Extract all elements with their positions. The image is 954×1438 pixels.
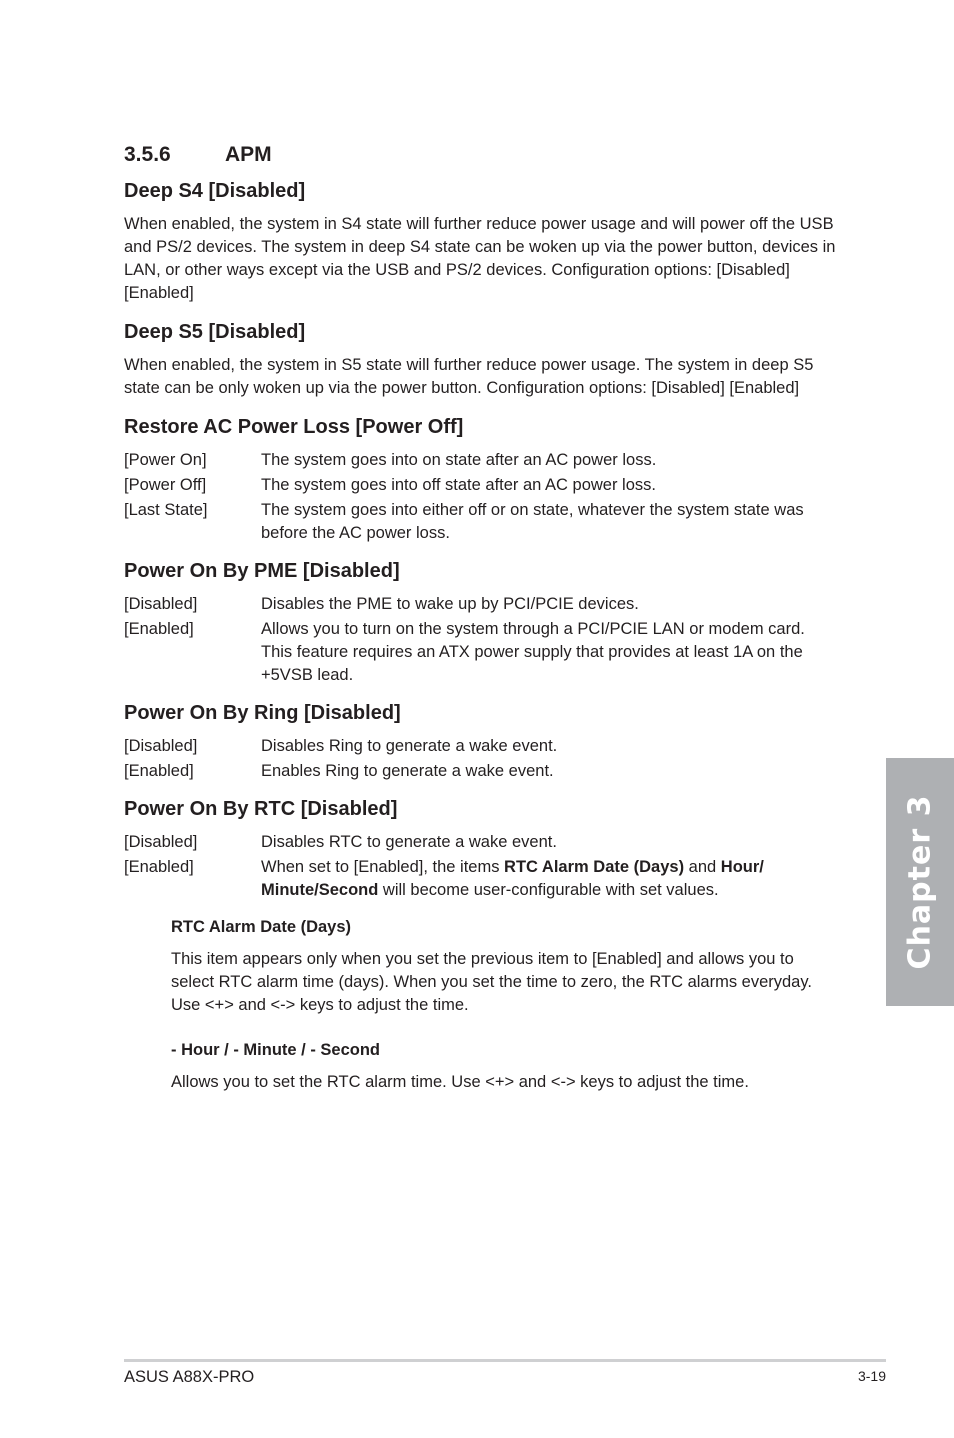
option-row xyxy=(124,735,836,758)
option-row xyxy=(124,856,836,902)
restore-ac-options xyxy=(124,449,836,545)
rtc-options xyxy=(124,831,836,902)
option-key: [Power Off] xyxy=(124,476,207,494)
pme-options xyxy=(124,593,836,687)
option-row xyxy=(124,831,836,854)
footer-product: ASUS A88X-PRO xyxy=(124,1368,255,1386)
section-title xyxy=(124,143,836,167)
option-key: [Disabled] xyxy=(124,737,198,755)
page-content xyxy=(124,143,836,1116)
deep-s5-body: When enabled, the system in S5 state will further reduce power usage. The system in deep S5 state can be only woken up via the power button. Configuration options: [Disabled] [Enabled] xyxy=(124,356,814,397)
footer-page-number: 3-19 xyxy=(857,1368,886,1384)
chapter-tab-label: Chapter 3 xyxy=(902,794,938,970)
rtc-time-heading: - Hour / - Minute / - Second xyxy=(171,1041,380,1059)
deep-s4-heading: Deep S4 [Disabled] xyxy=(124,180,306,202)
option-desc xyxy=(261,856,836,902)
option-row xyxy=(124,474,836,497)
pme-heading: Power On By PME [Disabled] xyxy=(124,560,400,582)
desc-text: and xyxy=(684,858,721,876)
option-desc: Disables RTC to generate a wake event. xyxy=(261,833,557,851)
desc-text: When set to [Enabled], the items xyxy=(261,858,505,876)
option-desc: The system goes into off state after an AC power loss. xyxy=(261,476,656,494)
deep-s4-body: When enabled, the system in S4 state will further reduce power usage and will power off the USB and PS/2 devices. The system in deep S4 state can be woken up via the power button, devices in LAN, or other ways except via the USB and PS/2 devices. Configuration options: [Disabled] [Enabled] xyxy=(124,215,836,302)
section-name: APM xyxy=(225,143,272,166)
option-key: [Last State] xyxy=(124,501,208,519)
option-row xyxy=(124,499,836,545)
option-desc: Disables Ring to generate a wake event. xyxy=(261,737,558,755)
option-row xyxy=(124,760,836,783)
option-desc: Allows you to turn on the system through a PCI/PCIE LAN or modem card. This feature requires an ATX power supply that provides at least 1A on the +5VSB lead. xyxy=(261,620,805,684)
option-key: [Disabled] xyxy=(124,833,198,851)
rtc-heading: Power On By RTC [Disabled] xyxy=(124,798,398,820)
option-desc: Disables the PME to wake up by PCI/PCIE devices. xyxy=(261,595,639,613)
restore-ac-heading: Restore AC Power Loss [Power Off] xyxy=(124,416,464,438)
option-key: [Enabled] xyxy=(124,762,194,780)
section-number: 3.5.6 xyxy=(124,143,171,166)
option-desc: The system goes into on state after an AC power loss. xyxy=(261,451,657,469)
ring-heading: Power On By Ring [Disabled] xyxy=(124,702,401,724)
option-key: [Power On] xyxy=(124,451,207,469)
option-row xyxy=(124,449,836,472)
ring-options xyxy=(124,735,836,783)
option-key: [Disabled] xyxy=(124,595,198,613)
rtc-subitems xyxy=(171,916,836,1094)
option-row xyxy=(124,593,836,616)
option-desc: The system goes into either off or on state, whatever the system state was before the AC power loss. xyxy=(261,501,804,542)
desc-text: will become user-configurable with set values. xyxy=(378,881,719,899)
option-desc: Enables Ring to generate a wake event. xyxy=(261,762,554,780)
option-key: [Enabled] xyxy=(124,858,194,876)
deep-s5-heading: Deep S5 [Disabled] xyxy=(124,321,306,343)
chapter-tab xyxy=(886,758,954,1006)
rtc-date-heading: RTC Alarm Date (Days) xyxy=(171,918,352,936)
option-row xyxy=(124,618,836,687)
rtc-date-body: This item appears only when you set the previous item to [Enabled] and allows you to select RTC alarm time (days). When you set the time to zero, the RTC alarms everyday. Use <+> and <-> keys to adjust the time. xyxy=(171,950,812,1014)
rtc-time-body: Allows you to set the RTC alarm time. Use <+> and <-> keys to adjust the time. xyxy=(171,1073,749,1091)
desc-bold-item: RTC Alarm Date (Days) xyxy=(504,858,685,876)
footer-divider xyxy=(124,1359,886,1362)
option-key: [Enabled] xyxy=(124,620,194,638)
desc-bold-item: Hour/ Minute/Second xyxy=(261,858,764,899)
